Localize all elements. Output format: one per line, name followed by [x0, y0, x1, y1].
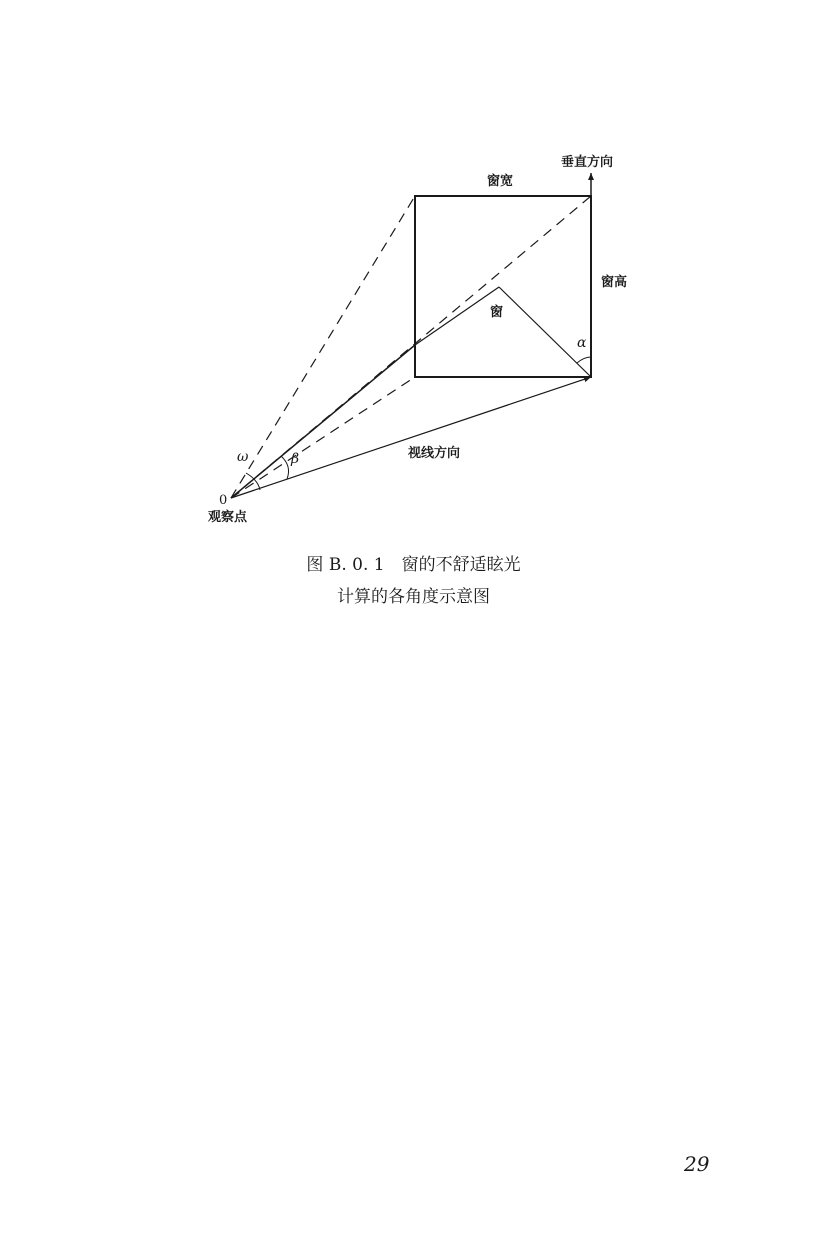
diagram-canvas: [0, 0, 827, 560]
label-window-height: 窗高: [601, 275, 628, 290]
label-omega: ω: [237, 449, 249, 465]
solid-line-to-window: [231, 345, 415, 498]
dashed-line-bottom-left: [231, 377, 415, 498]
label-beta: β: [291, 451, 300, 467]
label-line-of-sight: 视线方向: [408, 446, 461, 461]
alpha-arc: [577, 357, 591, 363]
label-observation-point: 观察点: [208, 510, 248, 525]
label-window: 窗: [490, 305, 504, 320]
figure-caption-line-1: 图 B. 0. 1 窗的不舒适眩光: [306, 555, 521, 575]
label-alpha: α: [577, 335, 587, 351]
label-vertical-direction: 垂直方向: [561, 155, 614, 170]
triangle-left-edge: [415, 287, 499, 345]
triangle-right-edge: [499, 287, 591, 377]
beta-arc: [281, 456, 289, 479]
window-rectangle: [415, 196, 591, 377]
page-number: 29: [684, 1152, 710, 1176]
figure-window-glare-angles: [0, 0, 827, 560]
label-window-width: 窗宽: [487, 174, 514, 189]
line-of-sight-arrow: [231, 377, 591, 498]
label-origin: 0: [219, 493, 228, 508]
figure-caption-line-2: 计算的各角度示意图: [337, 587, 490, 607]
dashed-line-top-left: [231, 196, 415, 498]
